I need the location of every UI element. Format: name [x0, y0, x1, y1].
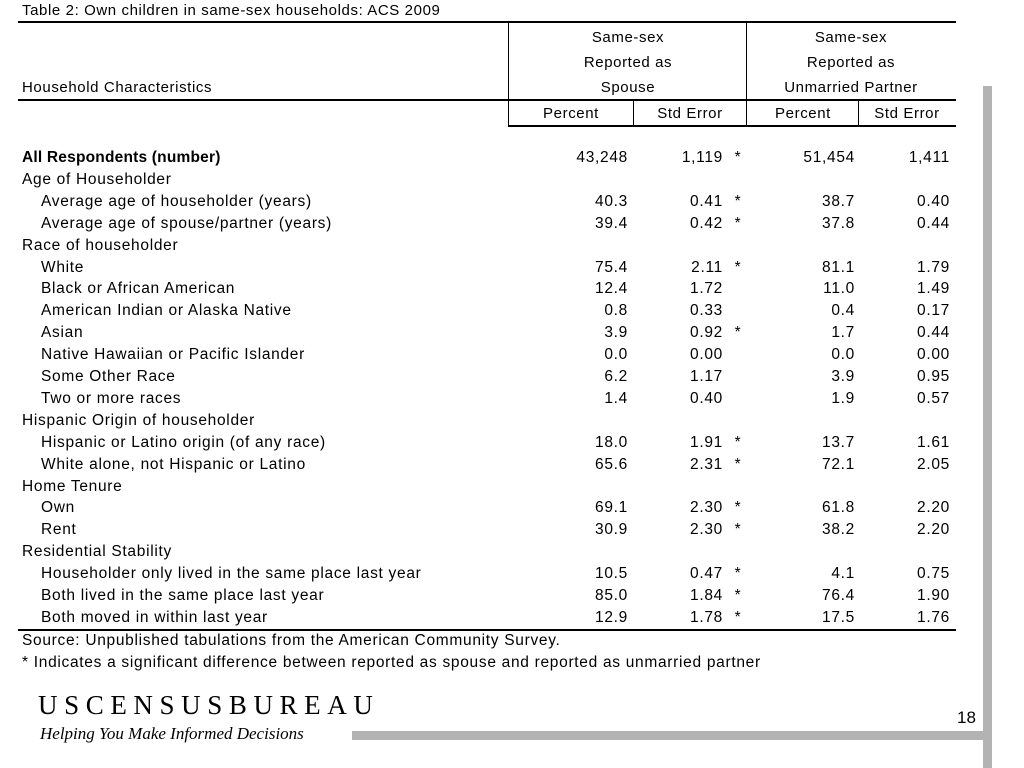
- row-label: Home Tenure: [22, 477, 123, 495]
- row-label: Residential Stability: [22, 543, 172, 561]
- cell-significance-marker: *: [734, 214, 742, 232]
- header-group-spouse-line1: Same-sex: [591, 29, 665, 46]
- row-label: Hispanic Origin of householder: [22, 411, 255, 429]
- cell-partner-std-error: 2.20: [917, 521, 950, 539]
- cell-spouse-percent: 0.8: [604, 302, 628, 320]
- row-label: Both moved in within last year: [41, 608, 268, 626]
- cell-partner-std-error: 2.20: [917, 499, 950, 517]
- row-label: Native Hawaiian or Pacific Islander: [41, 346, 305, 364]
- subheader-partner-percent: Percent: [775, 105, 831, 122]
- cell-spouse-percent: 12.4: [595, 280, 628, 298]
- table-row: [0, 237, 1024, 259]
- cell-significance-marker: *: [734, 565, 742, 583]
- row-label: American Indian or Alaska Native: [41, 302, 292, 320]
- cell-significance-marker: *: [734, 433, 742, 451]
- table-row: [0, 302, 1024, 324]
- table-row: [0, 368, 1024, 390]
- row-label: Asian: [41, 324, 84, 342]
- cell-partner-percent: 1.9: [831, 389, 855, 407]
- cell-significance-marker: *: [734, 499, 742, 517]
- cell-spouse-std-error: 0.47: [690, 565, 723, 583]
- cell-spouse-percent: 75.4: [595, 258, 628, 276]
- cell-spouse-std-error: 2.11: [691, 258, 723, 276]
- table-row: [0, 346, 1024, 368]
- cell-spouse-std-error: 0.33: [690, 302, 723, 320]
- cell-partner-std-error: 1.76: [917, 608, 950, 626]
- cell-spouse-std-error: 2.30: [690, 521, 723, 539]
- row-label: Hispanic or Latino origin (of any race): [41, 433, 326, 451]
- cell-spouse-std-error: 2.30: [690, 499, 723, 517]
- row-label: All Respondents (number): [22, 149, 221, 166]
- table-row: [0, 521, 1024, 543]
- row-label: Average age of householder (years): [41, 192, 312, 210]
- cell-significance-marker: *: [734, 455, 742, 473]
- cell-spouse-percent: 6.2: [604, 368, 628, 385]
- row-label: Rent: [41, 521, 77, 539]
- cell-partner-std-error: 0.95: [917, 368, 950, 385]
- table-row: [0, 280, 1024, 302]
- page-number: 18: [957, 708, 976, 727]
- cell-significance-marker: *: [734, 587, 742, 604]
- row-label: Average age of spouse/partner (years): [41, 214, 332, 232]
- table-row: [0, 609, 1024, 631]
- logo-tagline: Helping You Make Informed Decisions: [40, 724, 304, 743]
- decorative-bar-horizontal: [352, 731, 992, 740]
- header-group-spouse-line3: Spouse: [600, 79, 656, 96]
- source-note: Source: Unpublished tabulations from the American Community Survey.: [22, 632, 561, 649]
- table-row: [0, 434, 1024, 456]
- table-row: [0, 171, 1024, 193]
- cell-spouse-std-error: 1.72: [690, 280, 723, 298]
- cell-partner-std-error: 1.61: [917, 433, 950, 451]
- table-row: [0, 565, 1024, 587]
- table-row: [0, 478, 1024, 500]
- cell-spouse-std-error: 1.84: [690, 587, 723, 604]
- row-label: Age of Householder: [22, 170, 172, 188]
- cell-spouse-percent: 0.0: [604, 346, 628, 364]
- cell-partner-std-error: 1,411: [908, 149, 950, 166]
- cell-partner-percent: 13.7: [822, 433, 855, 451]
- cell-partner-percent: 38.2: [822, 521, 855, 539]
- cell-spouse-percent: 85.0: [595, 587, 628, 604]
- header-group-partner-line1: Same-sex: [814, 29, 888, 46]
- cell-spouse-percent: 18.0: [595, 433, 628, 451]
- cell-partner-percent: 4.1: [831, 565, 855, 583]
- cell-partner-std-error: 0.57: [917, 389, 950, 407]
- cell-spouse-std-error: 0.00: [690, 346, 723, 364]
- header-group-partner-line2: Reported as: [806, 54, 896, 71]
- table-title: Table 2: Own children in same-sex households: ACS 2009: [22, 2, 441, 19]
- cell-spouse-percent: 43,248: [576, 149, 628, 166]
- table-row: [0, 149, 1024, 171]
- cell-spouse-percent: 3.9: [604, 324, 628, 342]
- cell-significance-marker: *: [734, 521, 742, 539]
- divider-spouse-cols: [633, 101, 634, 127]
- rule-bottom: [18, 629, 956, 631]
- rule-top: [18, 21, 956, 23]
- row-label: Race of householder: [22, 236, 179, 254]
- cell-spouse-percent: 39.4: [595, 214, 628, 232]
- table-row: [0, 499, 1024, 521]
- cell-partner-std-error: 0.17: [917, 302, 950, 320]
- row-label: Two or more races: [41, 389, 182, 407]
- cell-partner-std-error: 0.44: [917, 214, 950, 232]
- significance-note: * Indicates a significant difference between reported as spouse and reported as unmarried partner: [22, 654, 761, 671]
- cell-partner-percent: 61.8: [822, 499, 855, 517]
- cell-partner-percent: 81.1: [822, 258, 855, 276]
- cell-partner-percent: 0.0: [831, 346, 855, 364]
- cell-significance-marker: *: [734, 192, 742, 210]
- cell-spouse-std-error: 1.17: [690, 368, 723, 385]
- divider-between-groups: [746, 23, 747, 127]
- row-label: Some Other Race: [41, 368, 176, 385]
- cell-spouse-std-error: 0.41: [690, 192, 723, 210]
- cell-partner-std-error: 1.90: [917, 587, 950, 604]
- cell-spouse-percent: 69.1: [595, 499, 628, 517]
- table-row: [0, 456, 1024, 478]
- cell-spouse-std-error: 1,119: [681, 149, 723, 166]
- cell-spouse-percent: 1.4: [604, 389, 628, 407]
- row-label: Both lived in the same place last year: [41, 587, 325, 604]
- cell-partner-std-error: 0.00: [917, 346, 950, 364]
- cell-significance-marker: *: [734, 149, 742, 166]
- cell-partner-percent: 3.9: [831, 368, 855, 385]
- table-row: [0, 259, 1024, 281]
- divider-partner-cols: [858, 101, 859, 127]
- cell-partner-std-error: 1.49: [917, 280, 950, 298]
- cell-spouse-percent: 65.6: [595, 455, 628, 473]
- cell-partner-percent: 37.8: [822, 214, 855, 232]
- census-bureau-logo: USCENSUSBUREAU: [38, 690, 380, 720]
- table-row: [0, 193, 1024, 215]
- cell-spouse-percent: 30.9: [595, 521, 628, 539]
- cell-partner-std-error: 0.44: [917, 324, 950, 342]
- header-characteristics: Household Characteristics: [22, 79, 213, 96]
- cell-partner-percent: 17.5: [822, 608, 855, 626]
- cell-partner-percent: 72.1: [822, 455, 855, 473]
- subheader-partner-std-error: Std Error: [874, 105, 940, 122]
- rule-subheader: [508, 125, 956, 127]
- cell-partner-std-error: 2.05: [917, 455, 950, 473]
- row-label: Own: [41, 499, 75, 517]
- table-row: [0, 543, 1024, 565]
- cell-partner-percent: 0.4: [831, 302, 855, 320]
- cell-partner-percent: 11.0: [823, 280, 855, 298]
- row-label: White alone, not Hispanic or Latino: [41, 455, 306, 473]
- row-label: Householder only lived in the same place last year: [41, 565, 422, 583]
- cell-significance-marker: *: [734, 258, 742, 276]
- cell-partner-std-error: 1.79: [917, 258, 950, 276]
- cell-partner-percent: 51,454: [803, 149, 855, 166]
- cell-spouse-std-error: 0.42: [690, 214, 723, 232]
- table-row: [0, 215, 1024, 237]
- cell-significance-marker: *: [734, 324, 742, 342]
- cell-spouse-percent: 12.9: [595, 608, 628, 626]
- divider-group: [508, 23, 509, 127]
- row-label: Black or African American: [41, 280, 236, 298]
- cell-partner-percent: 1.7: [831, 324, 855, 342]
- subheader-spouse-percent: Percent: [543, 105, 599, 122]
- cell-partner-std-error: 0.75: [917, 565, 950, 583]
- cell-spouse-std-error: 2.31: [690, 455, 723, 473]
- subheader-spouse-std-error: Std Error: [657, 105, 723, 122]
- cell-partner-percent: 38.7: [822, 192, 855, 210]
- decorative-bar-vertical: [983, 86, 992, 768]
- rule-header: [18, 99, 956, 101]
- header-group-partner-line3: Unmarried Partner: [784, 79, 918, 96]
- cell-significance-marker: *: [734, 608, 742, 626]
- table-row: [0, 324, 1024, 346]
- cell-spouse-std-error: 0.92: [690, 324, 723, 342]
- cell-spouse-percent: 10.5: [595, 565, 628, 583]
- row-label: White: [41, 258, 85, 276]
- cell-spouse-std-error: 1.78: [690, 608, 723, 626]
- cell-partner-std-error: 0.40: [917, 192, 950, 210]
- table-row: [0, 412, 1024, 434]
- cell-spouse-percent: 40.3: [595, 192, 628, 210]
- header-group-spouse-line2: Reported as: [583, 54, 673, 71]
- table-row: [0, 390, 1024, 412]
- cell-spouse-std-error: 0.40: [690, 389, 723, 407]
- table-row: [0, 587, 1024, 609]
- cell-spouse-std-error: 1.91: [690, 433, 723, 451]
- cell-partner-percent: 76.4: [822, 587, 855, 604]
